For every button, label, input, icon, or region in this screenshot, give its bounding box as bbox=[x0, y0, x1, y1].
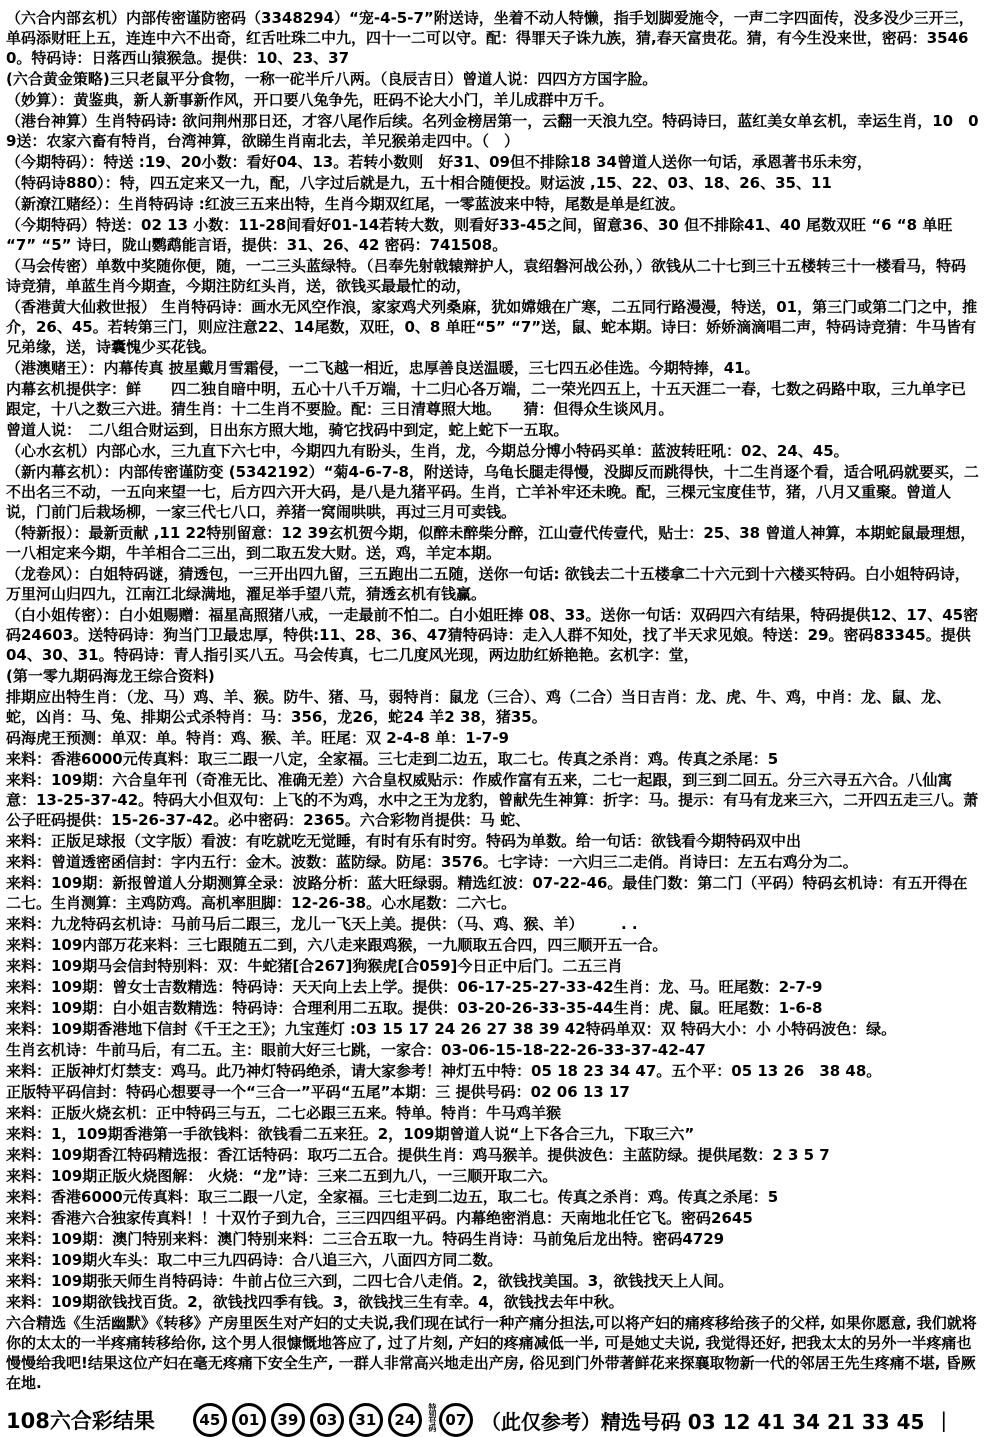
paragraph: 来料：香港6000元传真料：取三二跟一八定，全家福。三七走到二边五，取二七。传真之杀肖：鸡。传真之杀尾：5 bbox=[6, 1188, 779, 1206]
paragraph: 来料：109内部万花来料：三七跟随五二到，六八走来跟鸡猴，一九顺取五合四，四三顺开五一合。 bbox=[6, 936, 668, 954]
paragraph: 来料：109期：六合皇年刊（奇准无比、准确无差）六合皇权威贴示：作威作富有五来，二七一起跟，到三到二回五。分三六寻五六合。八仙寓意：13-25-37-42。特码大小但双句：上飞的不为鸡，水中之王为龙豹，曾献先生神算：折字：马。提示：有马有龙来三六，二开四五走三八。萧公子旺码提供：15-26-37-42。必中密码：2365。六合彩物肖提供：马 蛇、 bbox=[6, 771, 979, 829]
paragraph: （新内幕玄机）：内部传密谨防变 (5342192）“菊4-6-7-8，附送诗，乌龟长腿走得慢，没脚反而跳得快，十二生肖逐个看，适合吼码就要买，二不出名三不动，一五向来望一七，后方四六开大码，是八是九猪平码。生肖，亡羊补牢还未晚。配，三棵元宝度佳节，猪，八月又重聚。曾道人说，门前门后栽场柳，一家三代七八口，养猪一窝闹哄哄，再过三月可卖钱。 bbox=[6, 463, 979, 521]
paragraph: 生肖玄机诗：牛前马后，有二五。主：眼前大好三七跳，一家合：03-06-15-18-22-26-33-37-42-47 bbox=[6, 1041, 706, 1059]
paragraph: （妙算）：黄鉴典，新人新事新作风，开口要八兔争先，旺码不论大小门，羊儿成群中万千。 bbox=[6, 91, 614, 109]
paragraph: 曾道人说： 二八组合财运到，日出东方照大地，骑它找码中到定，蛇上蛇下一五取。 bbox=[6, 421, 569, 439]
paragraph: 正版特平码信封：特码心想要寻一个“三合一”平码“五尾”本期：三 提供号码：02 06 13 17 bbox=[6, 1083, 630, 1101]
paragraph: （新潦江赌经）：生肖特码诗 :红波三五来出特，生肖今期双红尾，一零蓝波来中特，尾数是单是红波。 bbox=[6, 195, 685, 213]
paragraph: 来料：正版足球报（文字版）看波：有吃就吃无觉睡，有时有乐有时穷。特码为单数。给一句话：欲钱看今期特码双中出 bbox=[6, 832, 802, 850]
paragraph: 来料：109期：新报曾道人分期测算全录：波路分析：蓝大旺绿弱。精选红波：07-22-46。最佳门数：第二门（平码）特码玄机诗：有五开得在二七。生肖测算：主鸡防鸡。高机率胆脚：12-26-38。心水尾数：二六七。 bbox=[6, 874, 968, 912]
paragraph: （特新报）：最新贡献 ,11 22特别留意：12 39玄机贺今期，似醉未醉柴分醉，江山壹代传壹代，贴士：25、38 曾道人神算，本期蛇鼠最理想，一八相定来今期，牛羊相合二三出，到二取五发大财。送，鸡，羊定本期。 bbox=[6, 524, 976, 562]
paragraph: （今期特码）：特送 :19、20小数：看好04、13。若转小数则 好31、09但不排除18 34曾道人送你一句话，承恩著书乐未穷， bbox=[6, 153, 872, 171]
paragraph: （马会传密）单数中奖随你便，随，一二三头蓝绿特。（吕奉先射戟辕辩护人，袁绍磐河战公孙，）欲钱从二十七到三十五楼转三十一楼看马，特码诗竞猜，单蓝生肖今期查，今期注防红头肖，送，欲钱买最最忙的动， bbox=[6, 257, 967, 295]
paragraph: （白小姐传密）：白小姐赐赠：福星高照猪八戒，一走最前不怕二。白小姐旺捧 08、33。送你一句话：双码四六有结果，特码提供12、17、45密码24603。送特码诗：狗当门卫最忠厚，特供:11、28、36、47猜特码诗：走入人群不知处，找了半天求见娘。特送：29。密码83345。提供04、30、31。特码诗：青人指引买八五。马会传真，七二几度风光现，两边肋红娇艳艳。玄机字：堂， bbox=[6, 606, 979, 664]
paragraph: 来料：109期正版火烧图解： 火烧：“龙”诗：三来二五到九八，一三顺开取二六。 bbox=[6, 1167, 558, 1185]
paragraph: 来料：九龙特码玄机诗：马前马后二跟三，龙儿一飞天上美。提供：（马、鸡、猴、羊） . . bbox=[6, 915, 638, 933]
document-body bbox=[6, 8, 979, 1393]
lottery-ball-3: 39 bbox=[271, 1403, 305, 1437]
paragraph: 来料：香港六合独家传真料！！十双竹子到九合，三三四四组平码。内幕绝密消息：天南地北任它飞。密码2645 bbox=[6, 1209, 753, 1227]
paragraph: 来料：109期马会信封特别料：双：牛蛇猪[合267]狗猴虎[合059]今日正中后门。二五三肖 bbox=[6, 957, 623, 975]
paragraph: （今期特码）特送：02 13 小数：11-28间看好01-14若转大数，则看好33-45之间，留意36、30 但不排除41、40 尾数双旺 “6 “8 单旺 “7” “5” 诗曰，陇山鹦鹉能言语，提供：31、26、42 密码：741508。 bbox=[6, 216, 953, 254]
result-note: （此仅参考）精选号码 03 12 41 34 21 33 45 bbox=[480, 1409, 925, 1434]
lottery-result-row bbox=[6, 1403, 979, 1437]
paragraph: 来料：109期欲钱找百货。2，欲钱找四季有钱。3，欲钱找三生有幸。4，欲钱找去年中秋。 bbox=[6, 1293, 624, 1311]
paragraph: 来料：正版火烧玄机：正中特码三与五，二七必跟三五来。特单。特肖：牛马鸡羊猴 bbox=[6, 1104, 562, 1122]
paragraph: 来料：香港6000元传真料：取三二跟一八定，全家福。三七走到二边五，取二七。传真之杀肖：鸡。传真之杀尾：5 bbox=[6, 750, 779, 768]
paragraph: （港台神算）生肖特码诗: 欲问荆州那日还，才容八尾作后续。名列金榜居第一，云翻一天浪九空。特码诗曰，蓝红美女单玄机，幸运生肖，10 09送：农家六畜有特肖，台湾神算，欲睇生肖南北去，羊兄猴弟走四中。（ ） bbox=[6, 112, 979, 150]
lottery-ball-6: 24 bbox=[388, 1403, 422, 1437]
result-period-label: 108六合彩结果 bbox=[6, 1409, 155, 1433]
lottery-ball-5: 31 bbox=[349, 1403, 383, 1437]
paragraph: 内幕玄机提供字：鲜 四二独自暗中明，五心十八千万端，十二归心各万端，二一荣光四五上，十五天涯二一春，七数之码路中取，三九单字已跟定，十八之数三六进。猜生肖：十二生肖不要脸。配：三日清尊照大地。 猜：但得众生谈风月。 bbox=[6, 380, 967, 418]
paragraph: 六合精选《生活幽默》《转移》产房里医生对产妇的丈夫说,我们现在试行一种产痛分担法,可以将产妇的痛疼移给孩子的父样, 如果你愿意, 我们就将你的太太的一半疼痛转移给你, 这个男人很慷慨地答应了, 过了片刻, 产妇的疼痛减低一半, 可是她丈夫说, 我觉得还好, 把我太太的另外一半疼痛也慢慢给我吧!结果这位产妇在毫无疼痛下安全生产, 一群人非常高兴地走出产房, 俗见到门外带著鲜花来探襄取物新一代的邻居王先生疼痛不堪, 昏厥在地. bbox=[6, 1314, 977, 1392]
lottery-ball-2: 01 bbox=[232, 1403, 266, 1437]
paragraph: （心水玄机）内部心水，三九直下六七中，今期四九有盼头，生肖，龙，今期总分博小特码买单：蓝波转旺吼：02、24、45。 bbox=[6, 442, 849, 460]
paragraph: （六合内部玄机）内部传密谨防密码（3348294）“宠-4-5-7”附送诗，坐着不动人特懒，指手划脚爱施令，一声二字四面传，没多没少三开三，单码添财旺上五，连连中六不出奇，红舌吐珠二中九，四十一二可以守。配：得罪天子诛九族，猜,春天富贵花。猜，有今生没来世，密码：35460。特码诗：日落西山猿猴急。提供：10、23、37 bbox=[6, 9, 974, 67]
paragraph: （龙卷风）：白姐特码谜，猜透包，一三开出四九留，三五跑出二五随，送你一句话: 欲钱去二十五楼拿二十六元到十六楼买特码。白小姐特码诗，万里河山归四九，江南江北绿满地，濯足举手望八荒，猜透玄机有钱赢。 bbox=[6, 565, 970, 603]
paragraph: 来料：109期火车头：取二中三九四码诗：合八追三六，八面四方同二数。 bbox=[6, 1251, 503, 1269]
paragraph: 来料：曾道透密函信封：字内五行：金木。波数：蓝防绿。防尾：3576。七字诗：一六归三二走俏。肖诗曰：左五右鸡分为二。 bbox=[6, 853, 858, 871]
paragraph: （特码诗880）：特，四五定来又一九，配，八字过后就是九，五十相合随便投。财运波 ,15、22、03、18、26、35、11 bbox=[6, 174, 832, 192]
paragraph: 来料：109期：澳门特别来料：澳门特别来料：二三合五取一九。特码生肖诗：马前兔后龙出特。密码4729 bbox=[6, 1230, 725, 1248]
paragraph: (第一零九期码海龙王综合资料) bbox=[6, 667, 215, 685]
paragraph: 来料：109期香江特码精选报：香江话特码：取巧二五合。提供生肖：鸡马猴羊。提供波色：主蓝防绿。提供尾数：2 3 5 7 bbox=[6, 1146, 830, 1164]
paragraph: 码海虎王预测：单双：单。特肖：鸡、猴、羊。旺尾：双 2-4-8 单：1-7-9 bbox=[6, 729, 509, 747]
paragraph: 来料：109期：曾女士吉数精选：特码诗：天天向上去上学。提供：06-17-25-27-33-42生肖：龙、马。旺尾数：2-7-9 bbox=[6, 978, 823, 996]
paragraph: 排期应出特生肖：（龙、马）鸡、羊、猴。防牛、猪、马，弱特肖：鼠龙（三合）、鸡（二合）当日吉肖：龙、虎、牛、鸡，中肖：龙、鼠、龙、蛇，凶肖：马、兔、排期公式杀特肖：马：356，龙26，蛇24 羊2 38，猪35。 bbox=[6, 688, 952, 726]
special-number-label: 特别号码 bbox=[427, 1403, 437, 1431]
paragraph: 来料：1，109期香港第一手欲钱料：欲钱看二五来狂。2，109期曾道人说“上下各合三九，下取三六” bbox=[6, 1125, 695, 1143]
lottery-ball-4: 03 bbox=[310, 1403, 344, 1437]
paragraph: （港澳赌王）：内幕传真 披星戴月雪霜侵，一二飞越一相近，忠厚善良送温暖，三七四五必佳选。今期特捧，41。 bbox=[6, 359, 760, 377]
paragraph: 来料：109期张天师生肖特码诗：牛前占位三六到，二四七合八走俏。2，欲钱找美国。3，欲钱找天上人间。 bbox=[6, 1272, 734, 1290]
lottery-ball-special: 07 bbox=[439, 1403, 473, 1437]
paragraph: 来料：109期香港地下信封《千王之王》；九宝莲灯 :03 15 17 24 26 27 38 39 42特码单双：双 特码大小：小 小特码波色：绿。 bbox=[6, 1020, 897, 1038]
paragraph: 来料：正版神灯灯禁支：鸡马。此乃神灯特码绝杀，请大家参考！神灯五中特：05 18 23 34 47。五个平：05 13 26 38 48。 bbox=[6, 1062, 882, 1080]
paragraph: 来料：109期：白小姐吉数精选：特码诗：合理利用二五取。提供：03-20-26-33-35-44生肖：虎、鼠。旺尾数：1-6-8 bbox=[6, 999, 823, 1017]
paragraph: （香港黄大仙救世报） 生肖特码诗：画水无风空作浪，家家鸡犬列桑麻，犹如嫦娥在广寒，二五同行路漫漫，特送，01，第三门或第二门之中，推介，26、45。若转第三门，则应注意22、14尾数，双旺，0、8 单旺“5” “7”送，鼠、蛇本期。诗曰：娇娇滴滴唱二声，特码诗竞猜：牛马皆有兄弟缘，送，诗囊愧少买花钱。 bbox=[6, 298, 978, 356]
trailing-bar: | bbox=[940, 1408, 948, 1432]
paragraph: (六合黄金策略)三只老鼠平分食物，一称一砣半斤八两。（良辰吉日）曾道人说：四四方方国字脸。 bbox=[6, 70, 658, 88]
lottery-ball-1: 45 bbox=[193, 1403, 227, 1437]
